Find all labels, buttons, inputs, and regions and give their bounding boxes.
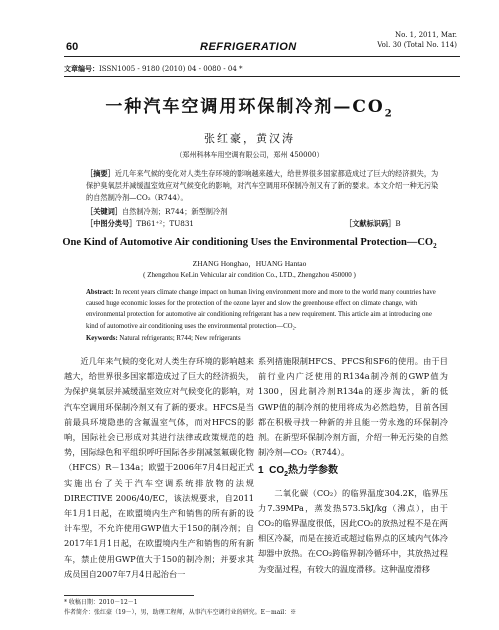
- keywords-english: [86, 335, 241, 342]
- body-paragraph: 二氧化碳（CO₂）的临界温度304.2K，临界压力7.39MPa，蒸发热573.5kJ/kg（沸点），由于CO₂的临界温度很低，因此CO₂的放热过程不是在两相区冷凝，而是在接近或超过临界点的区域内气体冷却器中放热。在CO₂跨临界制冷循环中，其放热过程为变温过程，有较大的温度滑移。这种温度滑移: [258, 487, 448, 574]
- classification-number: [86, 219, 194, 229]
- issue-line-2: Vol. 30 (Total No. 114): [377, 41, 457, 49]
- title-english: [0, 237, 499, 250]
- doc-code-label: ［文献标识码］: [345, 219, 396, 228]
- article-number: [64, 64, 243, 74]
- issue-info: [377, 30, 457, 50]
- affiliation-chinese: （郑州科林车用空调有限公司，郑州 450000）: [175, 151, 324, 159]
- authors-chinese: 张红豪，黄汉涛: [204, 132, 295, 145]
- keywords-cn-label: ［关键词］: [86, 207, 122, 216]
- issue-line-1: No. 1, 2011, Mar.: [395, 31, 457, 39]
- keywords-cn-text: 自然制冷剂；R744；新型制冷剂: [121, 207, 228, 216]
- authors-english: ZHANG Honghao，HUANG Hantao: [192, 259, 307, 268]
- class-cn-text: TB61⁺²；TU831: [136, 219, 194, 228]
- article-number-label: 文章编号：: [64, 66, 99, 73]
- document-code: [345, 219, 401, 229]
- abstract-cn-label: ［摘要］: [86, 169, 115, 178]
- body-paragraph: 近几年来气候的变化对人类生存环境的影响越来越大，给世界很多国家都造成过了巨大的经济损失，为保护臭氧层并减缓温室效应对气候变化的影响，对汽车空调用环保制冷剂又有了新的要求。HFCS是当前最具环境隐患的含氟温室气体，而对HFCS的影响，国际社会已形成对其进行法律或政策规范的趋势，国际绿色和平组织呼吁国际各步削减氢氟碳化物（HFCS）R－134a；欧盟于2006年7月4日起正式实施出台了关于汽车空调系统排放物的法规DIRECTIVE 2006/40/EC，该法规要求，自2011年1月1日起，在欧盟境内生产和销售的所有新的设计车型，不允许使用GWP值大于150的制冷剂；自2017年1月1日起，在欧盟境内生产和销售的所有新车，禁止使用GWP值大于150的制冷剂；并要求其成员国自2007年7月4日起治台一: [64, 356, 254, 579]
- title-en-main: One Kind of Automotive Air conditioning Uses the Environmental Protection—CO: [62, 237, 434, 248]
- journal-title: REFRIGERATION: [200, 41, 297, 53]
- section-title-sub: 2: [284, 471, 289, 479]
- section-heading: [258, 463, 448, 482]
- page-number: 60: [66, 41, 79, 53]
- title-en-sub: 2: [433, 242, 437, 251]
- header-rule: [64, 56, 460, 57]
- doc-code-text: B: [395, 219, 401, 228]
- section-number: 1: [258, 465, 264, 477]
- body-paragraph: 系列措施限制HFCS、PFCS和SF6的使用。由于目前行业内广泛使用的R134a制冷剂的GWP值为1300，因此制冷剂R134a的逐步淘汰，新的低GWP值的制冷剂的使用将成为必然趋势，目前各国都在积极寻找一种新的并且能一劳永逸的环保制冷剂。在新型环保制冷剂方面，介绍一种无污染的自然制冷剂—CO₂（R744）。: [258, 356, 448, 458]
- abstract-cn-text: 近几年来气候的变化对人类生存环境的影响越来越大，给世界很多国家都造成过了巨大的经济损失，为保护臭氧层并减缓温室效应对气候变化的影响，对汽车空调用环保制冷剂又有了新的要求。本文介绍一种无污染的自然制冷剂—CO₂（R744）。: [86, 169, 439, 202]
- keywords-en-text: Natural refrigerants; R744; New refrigerants: [119, 335, 241, 342]
- keywords-en-label: Keywords:: [86, 335, 118, 342]
- title-cn-sub: 2: [384, 108, 394, 120]
- abstract-chinese: [86, 168, 441, 204]
- section-title-rest: 热力学参数: [288, 465, 339, 477]
- article-rule: [64, 76, 460, 77]
- article-number-value: ISSN1005 - 9180 (2010) 04 - 0080 - 04 *: [99, 65, 243, 73]
- footnote-rule: [64, 595, 194, 596]
- keywords-chinese: [86, 207, 227, 217]
- footnote: [64, 598, 444, 618]
- running-header: [0, 31, 499, 56]
- footnote-received: * 收稿日期：2010－12－1: [64, 599, 138, 606]
- abstract-en-text: In recent years climate change impact on human living environment more and more to the world many countries have caused huge economic losses for the protection of the ozone layer and slow the greenhouse effect on climate change, with environmental protection for automotive air conditioning refrigerant has a new requirement. This article aim at introducing one kind of automotive air conditioning uses the environmental protection—CO₂.: [86, 289, 436, 330]
- footnote-author: 作者简介：张红豪（19－），男，助理工程师，从事汽车空调行业的研究。E－mail：※: [64, 609, 297, 616]
- title-cn-main: 一种汽车空调用环保制冷剂—CO: [105, 97, 385, 117]
- body-column-right: [258, 354, 448, 577]
- abstract-english: [86, 287, 441, 332]
- affiliation-english: ( Zhengzhou KeLin Vehicular air condition Co., LTD., Zhengzhou 450000 ): [143, 271, 356, 279]
- abstract-en-label: Abstract:: [86, 289, 114, 296]
- title-chinese: [0, 92, 499, 119]
- class-cn-label: ［中图分类号］: [86, 219, 137, 228]
- section-title-main: CO: [269, 465, 285, 477]
- body-column-left: [64, 354, 254, 582]
